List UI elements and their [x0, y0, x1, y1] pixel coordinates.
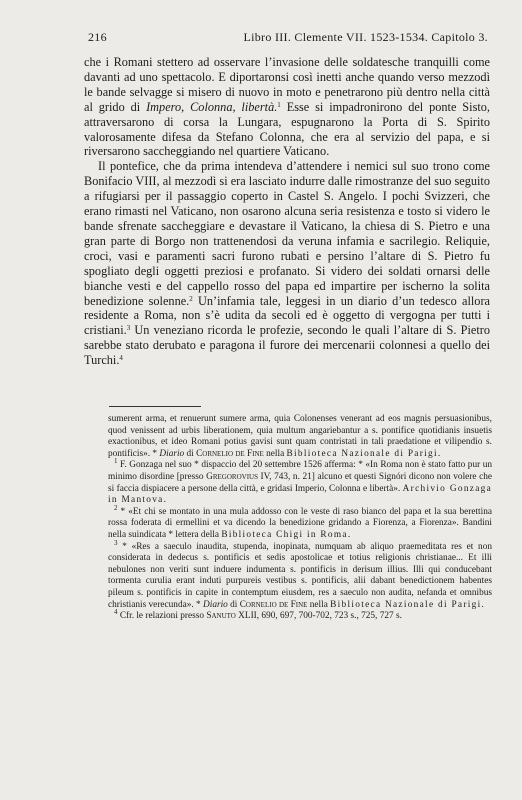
- footnote-2-text: * «Et chi se montato in una mula addosso con le veste di raso bianco del papa et la sua berettina rossa foderata di ermellini et va dicendo la benedizione gridando a Fiorenza, a Fiorenza». Bandini nella suindicata * lettera della: [108, 506, 492, 540]
- main-text: [84, 55, 490, 368]
- footnote-3-library: Biblioteca Nazionale di Parigi: [330, 599, 482, 610]
- footnote-1-author: Gregorovius: [206, 471, 258, 482]
- footnote-cont-text: sumerent arma, et renuerunt sumere arma, quia Colonenses venerant ad eos magnis persuasionibus, quod venissent ad urbis liberationem, quia multum angariebantur a s. pontifice quotidianis insuetis exactionibus, et ideo Romani potius gavisi sunt quam contristati in tali praedatione et vilipendio s. pontificis».: [108, 414, 492, 459]
- page-number: 216: [88, 30, 107, 44]
- footnote-cont-nella: nella: [263, 448, 287, 459]
- p2-text-b: Un’infamia tale, leggesi in un diario d’un tedesco allora residente a Roma, non s’è udita da secoli ed è oggetto di vergogna per tutti i cristiani.: [84, 293, 490, 338]
- footnote-3-text: * «Res a saeculo inaudita, stupenda, inopinata, numquam ab aliquo praemeditata res et non considerata in dedecus s. pontificis et sedis apostolicae et totius religionis christianae... Et illi nebulones non veriti sunt induere indumenta s. pontificis in derisum illius. Illi qui conducebant tormenta curulia erant induti purpureis vestibus s. pontificis, alii dabant benedictionem habentes pileum s. pontificis in capite in contemptum eiusdem, res a saeculo non audita, nefanda et omnibus christianis verecunda». *: [108, 541, 492, 610]
- footnote-1-end: .: [163, 495, 166, 506]
- footnote-2: [108, 503, 492, 542]
- footnote-cont-end: .: [437, 448, 441, 459]
- footnote-3-diario: Diario: [203, 599, 228, 610]
- p2-text-c: Un veneziano ricorda le profezie, secondo le quali l’altare di S. Pietro sarebbe stato derubato e paragona il furore dei mercenarii colonnesi a quello dei Turchi.: [84, 323, 490, 368]
- footnote-ref-3: 3: [126, 324, 131, 333]
- p2-text-a: Il pontefice, che da prima intendeva d’attendere i nemici sul suo trono come Bonifacio VIII, al mezzodì si era lasciato indurre dalle rimostranze del suo seguito a rifugiarsi per il passaggio coperto in Castel S. Angelo. I pochi Svizzeri, che erano rimasti nel Vaticano, non osarono alcuna seria resistenza e tosto si videro le bande sfrenate saccheggiare e devastare il Vaticano, la chiesa di S. Pietro e una gran parte di Borgo non trattenendosi da veruna infamia e sacrilegio. Reliquie, croci, vasi e paramenti sacri furono rubati e persino l’altare di S. Pietro fu spogliato degli oggetti preziosi e profanato. Si videro dei soldati ornarsi delle bianche vesti e del cappello rosso del papa ed impartire per ischerno la solita benedizione solenne.: [84, 159, 490, 308]
- paragraph-2: [84, 159, 490, 368]
- footnote-3-number: 3: [114, 538, 118, 547]
- footnote-2-number: 2: [114, 503, 118, 512]
- footnote-ref-4: 4: [119, 354, 123, 363]
- footnote-3-di: di: [227, 599, 240, 610]
- footnote-ref-2: 2: [189, 294, 193, 303]
- footnote-cont-di: di: [184, 448, 197, 459]
- footnote-continuation: [108, 414, 492, 460]
- footnote-ref-1: 1: [277, 100, 281, 109]
- footnote-cont-library: Biblioteca Nazionale di Parigi: [286, 448, 438, 459]
- footnote-1-number: 1: [114, 457, 118, 466]
- footnote-1: [108, 457, 492, 506]
- footnote-4-text-b: XLII, 690, 697, 700-702, 723 s., 725, 727 s.: [235, 611, 402, 622]
- footnote-cont-star: *: [150, 448, 160, 459]
- footnote-4-text-a: Cfr. le relazioni presso: [117, 611, 207, 622]
- footnote-3-nella: nella: [307, 599, 331, 610]
- battle-cry: Impero, Colonna, libertà.: [146, 99, 278, 114]
- p1-text-a: che i Romani stettero ad osservare l’invasione delle soldatesche tranquilli come davanti ad uno spettacolo. E diportaronsi così inetti anche quando verso mezzodì le bande selvagge si misero di nuovo in moto e penetrarono più dentro nella città al grido di: [84, 55, 490, 114]
- footnote-4-number: 4: [114, 608, 118, 617]
- footnotes: [108, 414, 492, 623]
- footnote-3: [108, 538, 492, 612]
- footnote-separator: [109, 406, 201, 407]
- paragraph-1: [84, 55, 490, 159]
- footnote-cont-author: Cornelio de Fine: [196, 448, 264, 459]
- footnote-1-text-a: F. Gonzaga nel suo * dispaccio del 20 settembre 1526 afferma: * «In Roma non è stato fatto pur un minimo disordine [presso: [108, 460, 492, 482]
- footnote-2-end: .: [347, 529, 351, 540]
- footnote-3-author: Cornelio de Fine: [239, 599, 308, 610]
- footnote-1-archive: Archivio Gonzaga in Mantova: [108, 483, 492, 506]
- p1-text-b: Esse si impadronirono del ponte Sisto, attraversarono di corsa la Lungara, espugnarono la Porta di S. Spirito valorosamente difesa da Stefano Colonna, che era al servizio del papa, e si riversarono saccheggiando nel quartiere Vaticano.: [84, 99, 490, 159]
- running-title: Libro III. Clemente VII. 1523-1534. Capitolo 3.: [243, 30, 488, 44]
- footnote-2-library: Biblioteca Chigi in Roma: [221, 529, 348, 540]
- footnote-cont-diario: Diario: [159, 448, 185, 459]
- footnote-4-author: Sanuto: [206, 611, 236, 622]
- footnote-4: [108, 608, 492, 623]
- footnote-3-end: .: [481, 599, 484, 610]
- footnote-1-text-b: IV, 743, n. 21] alcuno et questi Signóri dicono non volere che si faccia dispiacere a persone della città, e gridasi Imperio, Colonna e libertà».: [108, 471, 492, 494]
